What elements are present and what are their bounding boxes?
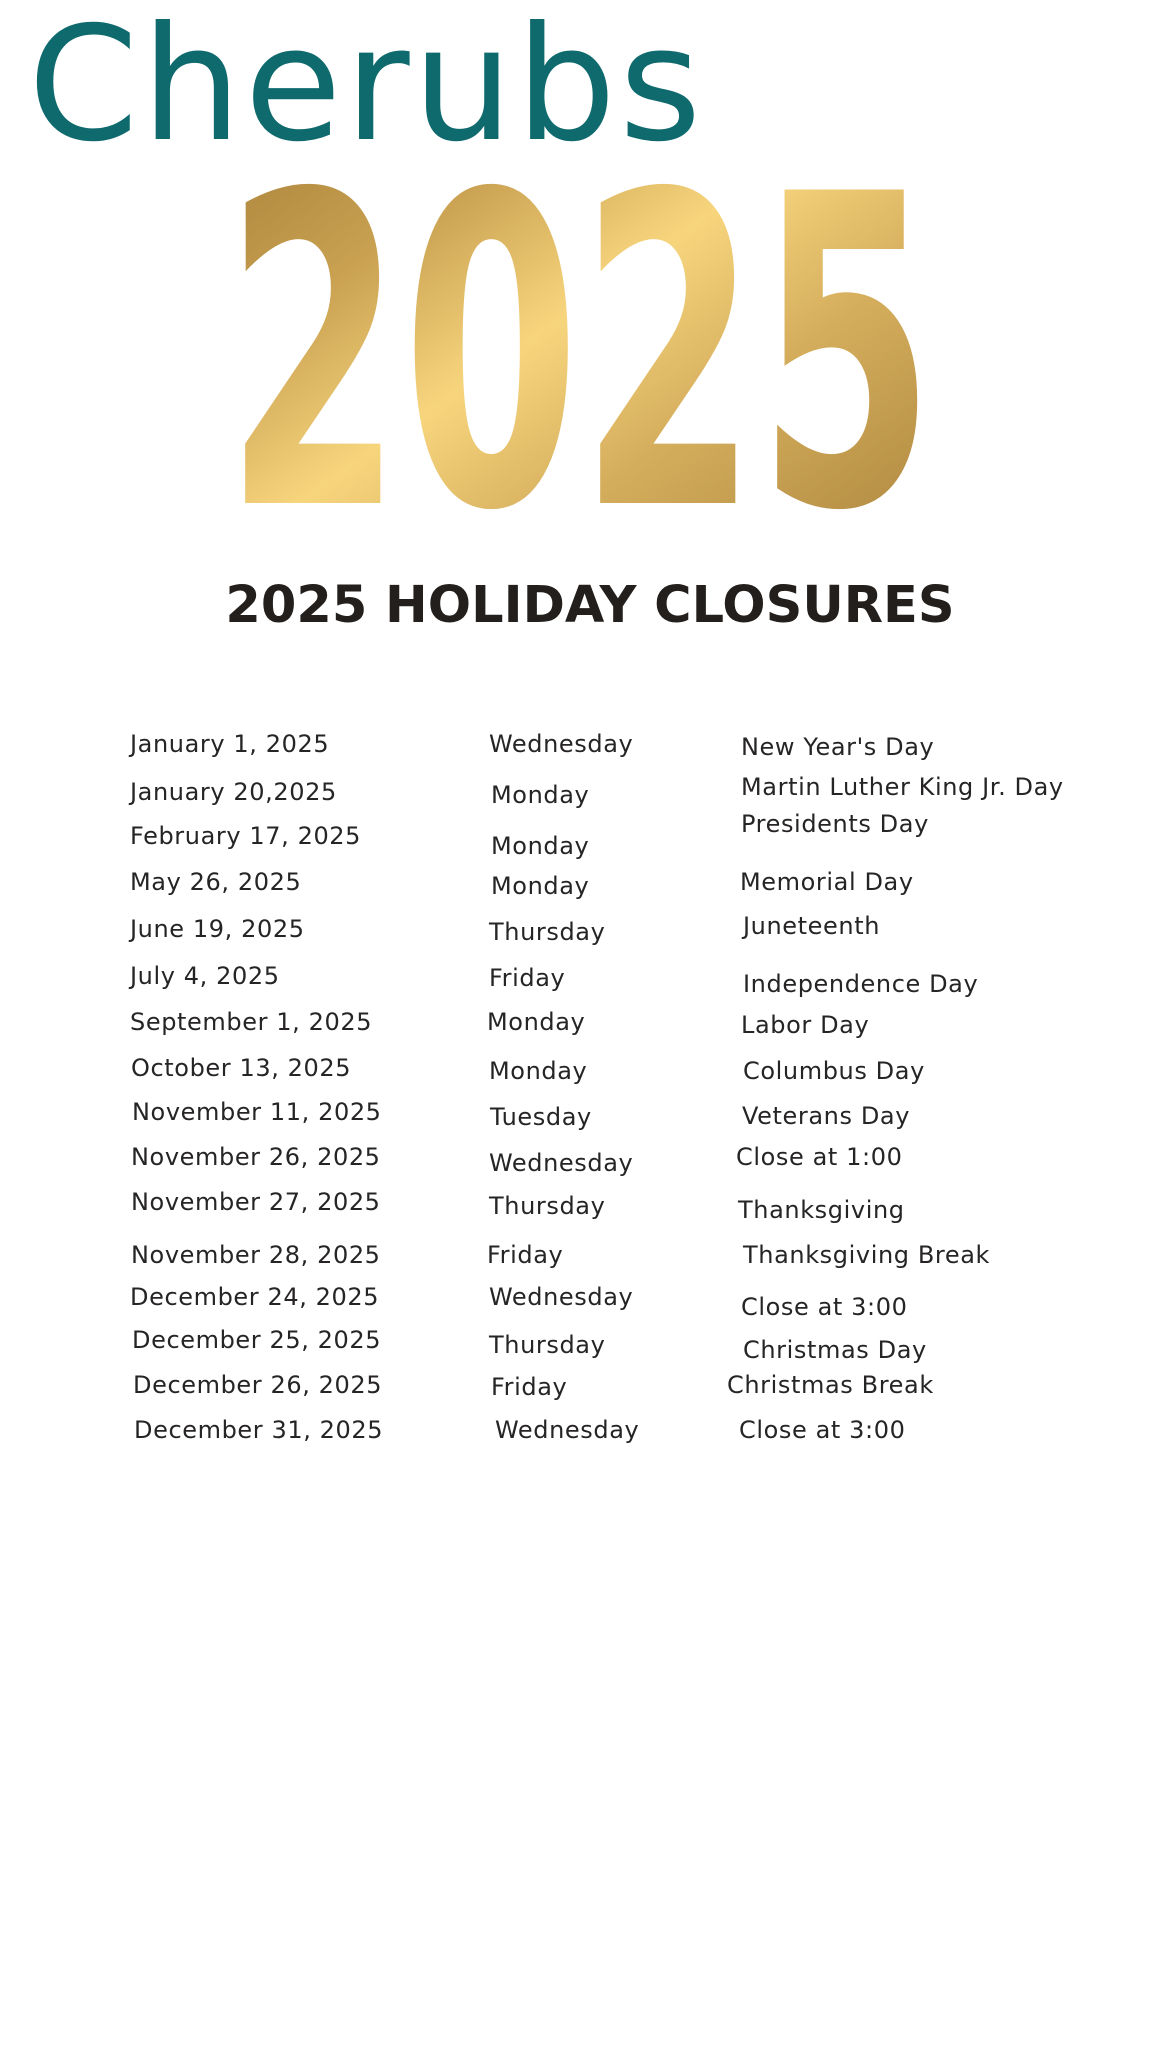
holiday-date: February 17, 2025 <box>130 822 362 850</box>
holiday-weekday: Wednesday <box>489 730 634 758</box>
holiday-date: January 20,2025 <box>130 778 337 806</box>
holiday-name: Columbus Day <box>743 1057 925 1085</box>
holiday-date: June 19, 2025 <box>130 915 305 943</box>
holiday-date: December 24, 2025 <box>130 1283 380 1311</box>
holiday-weekday: Wednesday <box>489 1149 634 1177</box>
holiday-weekday: Friday <box>489 964 566 992</box>
holiday-weekday: Friday <box>491 1373 568 1401</box>
holiday-date: November 27, 2025 <box>131 1188 381 1216</box>
brand-logo: Cherubs <box>28 0 705 177</box>
holiday-weekday: Wednesday <box>489 1283 634 1311</box>
holiday-weekday: Thursday <box>489 918 606 946</box>
holiday-name: Close at 3:00 <box>739 1416 906 1444</box>
holiday-name: Thanksgiving <box>738 1196 905 1224</box>
holiday-date: January 1, 2025 <box>130 730 330 758</box>
holiday-date: December 26, 2025 <box>133 1371 383 1399</box>
page-title: 2025 HOLIDAY CLOSURES <box>225 576 955 635</box>
holiday-weekday: Monday <box>491 872 590 900</box>
holiday-date: October 13, 2025 <box>131 1054 352 1082</box>
holiday-weekday: Wednesday <box>495 1416 640 1444</box>
holiday-date: December 31, 2025 <box>134 1416 384 1444</box>
holiday-weekday: Tuesday <box>490 1103 592 1131</box>
holiday-date: November 26, 2025 <box>131 1143 381 1171</box>
holiday-weekday: Monday <box>489 1057 588 1085</box>
holiday-name: Juneteenth <box>743 912 881 940</box>
holiday-date: September 1, 2025 <box>130 1008 373 1036</box>
holiday-weekday: Monday <box>487 1008 586 1036</box>
holiday-weekday: Monday <box>491 832 590 860</box>
holiday-date: November 28, 2025 <box>131 1241 381 1269</box>
holiday-name: Close at 1:00 <box>736 1143 903 1171</box>
holiday-weekday: Thursday <box>489 1331 606 1359</box>
holiday-name: New Year's Day <box>741 733 935 761</box>
holiday-date: July 4, 2025 <box>130 962 280 990</box>
holiday-name: Thanksgiving Break <box>743 1241 991 1269</box>
holiday-date: May 26, 2025 <box>130 868 302 896</box>
year-2025-text: 2025 <box>225 178 935 523</box>
holiday-name: Memorial Day <box>740 868 914 896</box>
holiday-name: Christmas Day <box>743 1336 927 1364</box>
holiday-name: Independence Day <box>743 970 979 998</box>
holiday-name: Christmas Break <box>727 1371 934 1399</box>
holiday-name: Presidents Day <box>741 810 929 838</box>
holiday-name: Close at 3:00 <box>741 1293 908 1321</box>
holiday-name: Labor Day <box>741 1011 870 1039</box>
holiday-weekday: Friday <box>487 1241 564 1269</box>
holiday-weekday: Monday <box>491 781 590 809</box>
holiday-date: November 11, 2025 <box>132 1098 382 1126</box>
holiday-weekday: Thursday <box>489 1192 606 1220</box>
holiday-name: Veterans Day <box>742 1102 911 1130</box>
holiday-name: Martin Luther King Jr. Day <box>741 773 1064 801</box>
holiday-date: December 25, 2025 <box>132 1326 382 1354</box>
